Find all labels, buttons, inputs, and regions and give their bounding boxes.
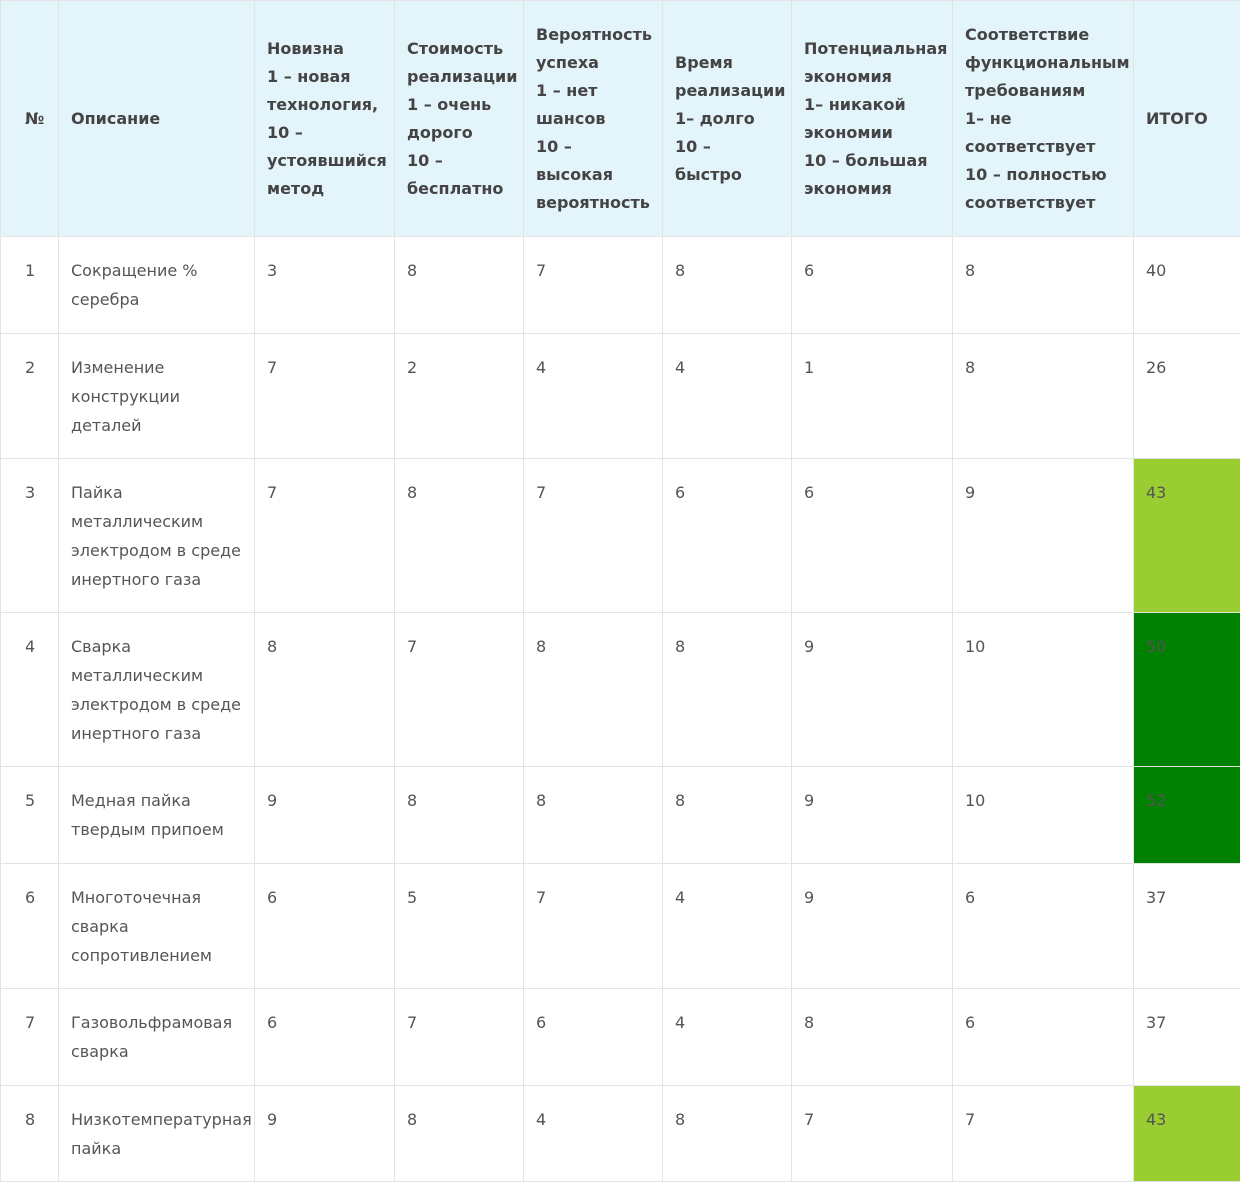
time-cell: 4 bbox=[663, 989, 792, 1086]
description-cell: Газовольфрамовая сварка bbox=[59, 989, 255, 1086]
compliance-cell: 10 bbox=[953, 613, 1134, 767]
table-row bbox=[1, 767, 1240, 864]
probability-cell: 4 bbox=[524, 334, 663, 459]
time-cell: 8 bbox=[663, 613, 792, 767]
description-cell: Сварка металлическим электродом в среде инертного газа bbox=[59, 613, 255, 767]
novelty-cell: 7 bbox=[255, 459, 395, 613]
cost-cell: 8 bbox=[395, 767, 524, 864]
savings-cell: 7 bbox=[792, 1086, 953, 1182]
compliance-cell: 10 bbox=[953, 767, 1134, 864]
description-cell: Медная пайка твердым припоем bbox=[59, 767, 255, 864]
table-row bbox=[1, 459, 1240, 613]
novelty-cell: 7 bbox=[255, 334, 395, 459]
header-probability: Вероятность успеха 1 – нет шансов 10 – высокая вероятность bbox=[524, 1, 663, 237]
total-cell-highlighted: 43 bbox=[1134, 1086, 1240, 1182]
table-row bbox=[1, 237, 1240, 334]
table-row bbox=[1, 989, 1240, 1086]
compliance-cell: 7 bbox=[953, 1086, 1134, 1182]
total-cell: 37 bbox=[1134, 989, 1240, 1086]
header-time: Время реализации 1– долго 10 – быстро bbox=[663, 1, 792, 237]
cost-cell: 5 bbox=[395, 864, 524, 989]
novelty-cell: 9 bbox=[255, 767, 395, 864]
total-cell: 26 bbox=[1134, 334, 1240, 459]
probability-cell: 8 bbox=[524, 613, 663, 767]
table-row bbox=[1, 613, 1240, 767]
compliance-cell: 9 bbox=[953, 459, 1134, 613]
time-cell: 6 bbox=[663, 459, 792, 613]
description-cell: Пайка металлическим электродом в среде инертного газа bbox=[59, 459, 255, 613]
novelty-cell: 6 bbox=[255, 989, 395, 1086]
total-cell-highlighted: 52 bbox=[1134, 767, 1240, 864]
time-cell: 8 bbox=[663, 1086, 792, 1182]
probability-cell: 7 bbox=[524, 864, 663, 989]
row-number-cell: 2 bbox=[1, 334, 59, 459]
cost-cell: 8 bbox=[395, 1086, 524, 1182]
header-savings: Потенциальная экономия 1– никакой экономии 10 – большая экономия bbox=[792, 1, 953, 237]
header-compliance: Соответствие функциональным требованиям 1– не соответствует 10 – полностью соответствует bbox=[953, 1, 1134, 237]
description-cell: Сокращение % серебра bbox=[59, 237, 255, 334]
novelty-cell: 3 bbox=[255, 237, 395, 334]
header-number: № bbox=[1, 1, 59, 237]
cost-cell: 8 bbox=[395, 459, 524, 613]
compliance-cell: 8 bbox=[953, 237, 1134, 334]
probability-cell: 8 bbox=[524, 767, 663, 864]
row-number-cell: 7 bbox=[1, 989, 59, 1086]
header-description: Описание bbox=[59, 1, 255, 237]
row-number-cell: 8 bbox=[1, 1086, 59, 1182]
novelty-cell: 9 bbox=[255, 1086, 395, 1182]
description-cell: Изменение конструкции деталей bbox=[59, 334, 255, 459]
savings-cell: 6 bbox=[792, 459, 953, 613]
probability-cell: 7 bbox=[524, 459, 663, 613]
savings-cell: 9 bbox=[792, 864, 953, 989]
cost-cell: 7 bbox=[395, 989, 524, 1086]
cost-cell: 7 bbox=[395, 613, 524, 767]
total-cell: 37 bbox=[1134, 864, 1240, 989]
description-cell: Низкотемпературная пайка bbox=[59, 1086, 255, 1182]
time-cell: 8 bbox=[663, 767, 792, 864]
header-row bbox=[1, 1, 1240, 237]
table-row bbox=[1, 864, 1240, 989]
row-number-cell: 5 bbox=[1, 767, 59, 864]
total-cell-highlighted: 50 bbox=[1134, 613, 1240, 767]
probability-cell: 6 bbox=[524, 989, 663, 1086]
header-cost: Стоимость реализации 1 – очень дорого 10 – бесплатно bbox=[395, 1, 524, 237]
row-number-cell: 6 bbox=[1, 864, 59, 989]
novelty-cell: 8 bbox=[255, 613, 395, 767]
compliance-cell: 6 bbox=[953, 989, 1134, 1086]
row-number-cell: 1 bbox=[1, 237, 59, 334]
table-row bbox=[1, 334, 1240, 459]
row-number-cell: 3 bbox=[1, 459, 59, 613]
row-number-cell: 4 bbox=[1, 613, 59, 767]
compliance-cell: 8 bbox=[953, 334, 1134, 459]
savings-cell: 9 bbox=[792, 767, 953, 864]
total-cell-highlighted: 43 bbox=[1134, 459, 1240, 613]
novelty-cell: 6 bbox=[255, 864, 395, 989]
time-cell: 4 bbox=[663, 864, 792, 989]
header-total: ИТОГО bbox=[1134, 1, 1240, 237]
header-novelty: Новизна 1 – новая технология, 10 – устоявшийся метод bbox=[255, 1, 395, 237]
cost-cell: 8 bbox=[395, 237, 524, 334]
savings-cell: 1 bbox=[792, 334, 953, 459]
compliance-cell: 6 bbox=[953, 864, 1134, 989]
probability-cell: 7 bbox=[524, 237, 663, 334]
time-cell: 4 bbox=[663, 334, 792, 459]
savings-cell: 6 bbox=[792, 237, 953, 334]
table-row bbox=[1, 1086, 1240, 1182]
savings-cell: 8 bbox=[792, 989, 953, 1086]
description-cell: Многоточечная сварка сопротивлением bbox=[59, 864, 255, 989]
probability-cell: 4 bbox=[524, 1086, 663, 1182]
total-cell: 40 bbox=[1134, 237, 1240, 334]
cost-cell: 2 bbox=[395, 334, 524, 459]
savings-cell: 9 bbox=[792, 613, 953, 767]
time-cell: 8 bbox=[663, 237, 792, 334]
